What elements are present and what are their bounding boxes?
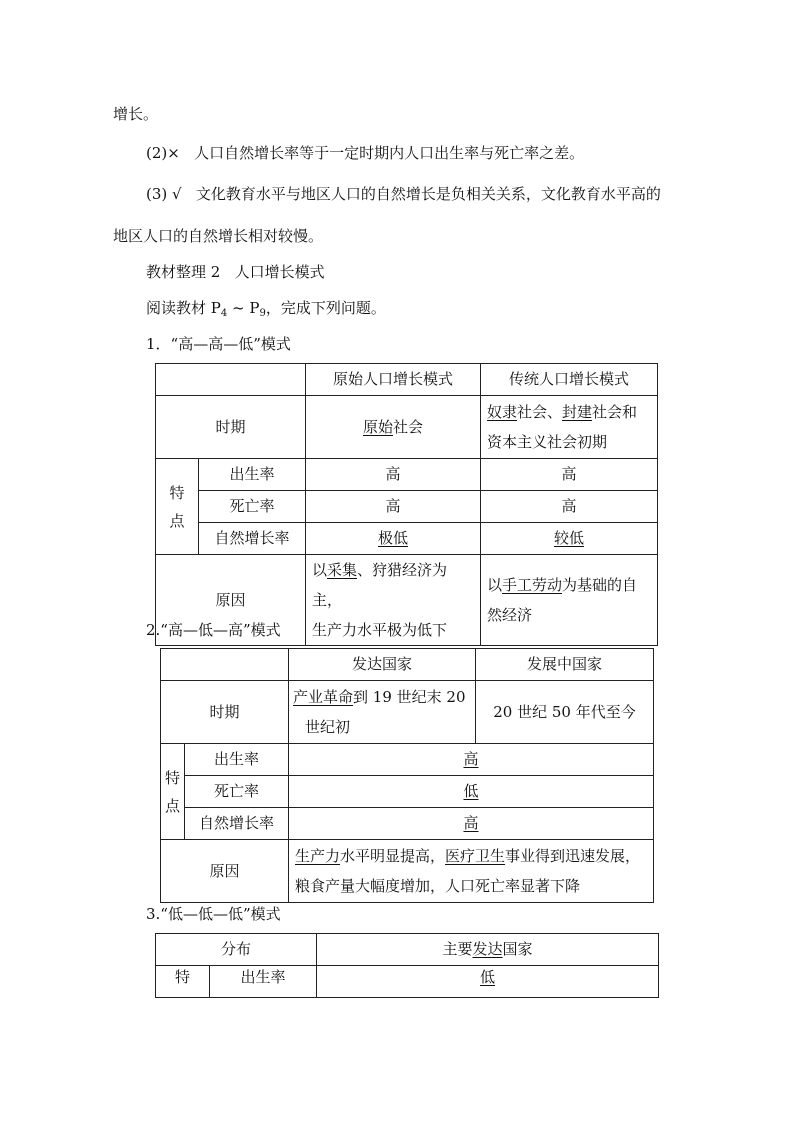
cell-text: 水平明显提高， bbox=[340, 847, 446, 865]
cell-period bbox=[306, 396, 481, 459]
row-header-reason: 原因 bbox=[161, 840, 289, 903]
model-table-2 bbox=[160, 648, 654, 903]
cell-value: 高 bbox=[481, 491, 658, 523]
column-header: 发展中国家 bbox=[476, 649, 654, 681]
row-header-birth: 出生率 bbox=[199, 459, 306, 491]
cell-text: 世纪初 bbox=[305, 718, 351, 736]
cell-value bbox=[289, 744, 654, 776]
blank-answer: 低 bbox=[480, 968, 496, 986]
cell-value bbox=[306, 523, 481, 555]
row-header-features: 特 bbox=[156, 966, 210, 998]
feature-char: 点 bbox=[164, 796, 180, 815]
row-header-reason: 原因 bbox=[156, 555, 306, 646]
cell-value bbox=[289, 776, 654, 808]
model-heading-2: 2.“高—低—高”模式 bbox=[146, 621, 281, 639]
section-heading: 人口增长模式 bbox=[234, 263, 325, 281]
cell-text: 事业得到迅速发展， bbox=[505, 847, 641, 865]
cell-reason bbox=[306, 555, 481, 646]
cell-period: 20 世纪 50 年代至今 bbox=[476, 681, 654, 744]
cell-text: 资本主义社会初期 bbox=[487, 433, 608, 451]
feature-char: 特 bbox=[164, 768, 180, 787]
blank-answer: 产业革命 bbox=[293, 688, 354, 706]
blank-answer: 较低 bbox=[553, 529, 584, 547]
section-title bbox=[146, 262, 325, 282]
blank-answer: 医疗卫生 bbox=[445, 847, 506, 865]
column-header: 发达国家 bbox=[289, 649, 476, 681]
blank-answer: 低 bbox=[463, 782, 479, 800]
cell-period bbox=[481, 396, 658, 459]
cell-period bbox=[289, 681, 476, 744]
cell-text: 主要 bbox=[442, 940, 473, 958]
cell-value bbox=[481, 523, 658, 555]
header-blank bbox=[161, 649, 289, 681]
page-end: 9 bbox=[259, 308, 266, 319]
paragraph-text: 地区人口的自然增长相对较慢。 bbox=[113, 227, 324, 245]
blank-answer: 封建 bbox=[562, 403, 593, 421]
cell-text: 粮食产量大幅度增加，人口死亡率显著下降 bbox=[295, 877, 581, 895]
instruction-text: ，完成下列问题。 bbox=[265, 299, 386, 317]
cell-reason bbox=[289, 840, 654, 903]
cell-text: 社会和 bbox=[592, 403, 638, 421]
cell-text: 国家 bbox=[502, 940, 533, 958]
answer-mark: (3) √ bbox=[146, 185, 182, 203]
blank-answer: 高 bbox=[463, 750, 479, 768]
reading-instruction bbox=[146, 298, 386, 324]
blank-answer: 极低 bbox=[377, 529, 408, 547]
cell-text: 以 bbox=[487, 576, 503, 594]
paragraph-line bbox=[113, 226, 323, 246]
blank-answer: 手工劳动 bbox=[502, 576, 563, 594]
cell-value: 高 bbox=[306, 491, 481, 523]
page-start: 4 bbox=[220, 308, 228, 319]
row-header-natural: 自然增长率 bbox=[199, 523, 306, 555]
cell-text: 以 bbox=[312, 561, 328, 579]
answer-item-2 bbox=[146, 143, 584, 163]
blank-answer: 生产力 bbox=[295, 847, 341, 865]
cell-text: 生产力水平极为低下 bbox=[312, 621, 448, 639]
row-header-features bbox=[161, 744, 185, 840]
blank-answer: 高 bbox=[463, 814, 479, 832]
cell-value: 高 bbox=[306, 459, 481, 491]
cell-text: 社会、 bbox=[517, 403, 563, 421]
cell-value: 高 bbox=[481, 459, 658, 491]
model-table-3 bbox=[155, 933, 659, 998]
cell-text: 然经济 bbox=[487, 606, 533, 624]
feature-char: 特 bbox=[169, 483, 185, 502]
row-header-distribution: 分布 bbox=[156, 934, 317, 966]
answer-text: 文化教育水平与地区人口的自然增长是负相关关系，文化教育水平高的 bbox=[195, 185, 661, 203]
cell-text: 为基础的自 bbox=[562, 576, 638, 594]
answer-text: 人口自然增长率等于一定时期内人口出生率与死亡率之差。 bbox=[194, 144, 585, 162]
row-header-birth: 出生率 bbox=[185, 744, 289, 776]
model-table-1 bbox=[155, 363, 658, 646]
blank-answer: 发达 bbox=[472, 940, 503, 958]
header-blank bbox=[156, 364, 306, 396]
cell-value bbox=[317, 966, 659, 998]
row-header-period: 时期 bbox=[156, 396, 306, 459]
cell-text: 、狩猎经济为主， bbox=[312, 561, 448, 609]
blank-answer: 原始 bbox=[362, 417, 393, 436]
column-header: 传统人口增长模式 bbox=[481, 364, 658, 396]
answer-item-3 bbox=[146, 184, 661, 204]
paragraph-line bbox=[113, 104, 158, 124]
cell-reason bbox=[481, 555, 658, 646]
instruction-text: 阅读教材 P bbox=[146, 299, 221, 317]
row-header-birth: 出生率 bbox=[210, 966, 317, 998]
instruction-text: ~ P bbox=[227, 299, 260, 317]
blank-answer: 奴隶 bbox=[487, 403, 518, 421]
model-heading-3: 3.“低—低—低”模式 bbox=[146, 905, 281, 923]
section-number: 教材整理 2 bbox=[146, 263, 221, 281]
row-header-period: 时期 bbox=[161, 681, 289, 744]
row-header-death: 死亡率 bbox=[185, 776, 289, 808]
answer-mark: (2)× bbox=[146, 144, 180, 162]
cell-text: 到 19 世纪末 20 bbox=[353, 688, 466, 706]
cell-distribution bbox=[317, 934, 659, 966]
row-header-death: 死亡率 bbox=[199, 491, 306, 523]
blank-answer: 采集 bbox=[327, 561, 358, 579]
row-header-features bbox=[156, 459, 199, 555]
model-heading-1: 1．“高—高—低”模式 bbox=[146, 335, 291, 353]
cell-value bbox=[289, 808, 654, 840]
cell-text: 社会 bbox=[393, 417, 424, 436]
feature-char: 点 bbox=[169, 511, 185, 530]
column-header: 原始人口增长模式 bbox=[306, 364, 481, 396]
paragraph-text: 增长。 bbox=[113, 105, 159, 123]
row-header-natural: 自然增长率 bbox=[185, 808, 289, 840]
